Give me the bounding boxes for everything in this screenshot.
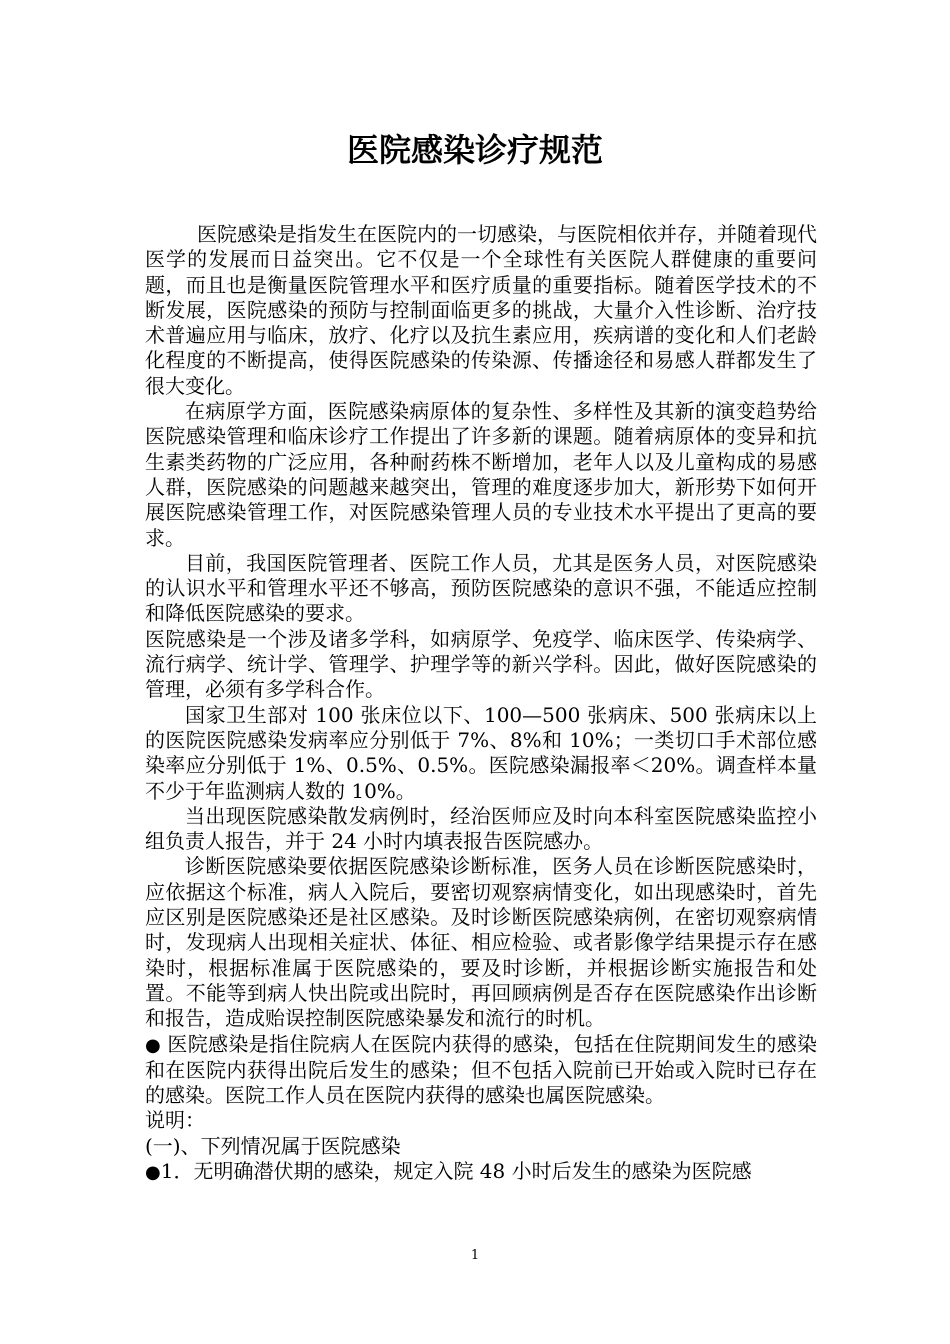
document-body (145, 222, 817, 1185)
section-heading: (一)、下列情况属于医院感染 (145, 1133, 401, 1158)
paragraph-reporting: 当出现医院感染散发病例时，经治医师应及时向本科室医院感染监控小组负责人报告，并于 24 小时内填表报告医院感办。 (145, 803, 817, 854)
list-item-text: 1．无明确潜伏期的感染，规定入院 48 小时后发生的感染为医院感 (160, 1158, 752, 1183)
paragraph-rates: 国家卫生部对 100 张床位以下、100—500 张病床、500 张病床以上的医院医院感染发病率应分别低于 7%、8%和 10%；一类切口手术部位感染率应分别低于 1%、0.5%、0.5%。医院感染漏报率＜20%。调查样本量不少于年监测病人数的 10%。 (145, 702, 817, 803)
paragraph-disciplines: 医院感染是一个涉及诸多学科，如病原学、免疫学、临床医学、传染病学、流行病学、统计学、管理学、护理学等的新兴学科。因此，做好医院感染的管理，必须有多学科合作。 (145, 626, 817, 702)
document-title: 医院感染诊疗规范 (346, 131, 603, 169)
list-item (145, 1159, 817, 1185)
paragraph-awareness: 目前，我国医院管理者、医院工作人员，尤其是医务人员，对医院感染的认识水平和管理水平还不够高，预防医院感染的意识不强，不能适应控制和降低医院感染的要求。 (145, 550, 817, 626)
note-label: 说明： (145, 1108, 205, 1133)
page-number: 1 (470, 1248, 480, 1263)
bullet-icon: ● (145, 1034, 161, 1056)
paragraph-intro: 医院感染是指发生在医院内的一切感染，与医院相依并存，并随着现代医学的发展而日益突出。它不仅是一个全球性有关医院人群健康的重要问题，而且也是衡量医院管理水平和医疗质量的重要指标。随着医学技术的不断发展，医院感染的预防与控制面临更多的挑战，大量介入性诊断、治疗技术普遍应用与临床，放疗、化疗以及抗生素应用，疾病谱的变化和人们老龄化程度的不断提高，使得医院感染的传染源、传播途径和易感人群都发生了很大变化。 (145, 222, 817, 398)
paragraph-definition (145, 1032, 817, 1109)
paragraph-pathogen: 在病原学方面，医院感染病原体的复杂性、多样性及其新的演变趋势给医院感染管理和临床诊疗工作提出了许多新的课题。随着病原体的变异和抗生素类药物的广泛应用，各种耐药株不断增加，老年人以及儿童构成的易感人群，医院感染的问题越来越突出，管理的难度逐步加大，新形势下如何开展医院感染管理工作，对医院感染管理人员的专业技术水平提出了更高的要求。 (145, 399, 817, 550)
paragraph-diagnosis: 诊断医院感染要依据医院感染诊断标准，医务人员在诊断医院感染时，应依据这个标准，病人入院后，要密切观察病情变化，如出现感染时，首先应区别是医院感染还是社区感染。及时诊断医院感染病例，在密切观察病情时，发现病人出现相关症状、体征、相应检验、或者影像学结果提示存在感染时，根据标准属于医院感染的，要及时诊断，并根据诊断实施报告和处置。不能等到病人快出院或出院时，再回顾病例是否存在医院感染作出诊断和报告，造成贻误控制医院感染暴发和流行的时机。 (145, 854, 817, 1031)
bullet-icon: ● (145, 1161, 161, 1183)
definition-text: 医院感染是指住院病人在医院内获得的感染，包括在住院期间发生的感染和在医院内获得出院后发生的感染；但不包括入院前已开始或入院时已存在的感染。医院工作人员在医院内获得的感染也属医院感染。 (145, 1031, 817, 1108)
